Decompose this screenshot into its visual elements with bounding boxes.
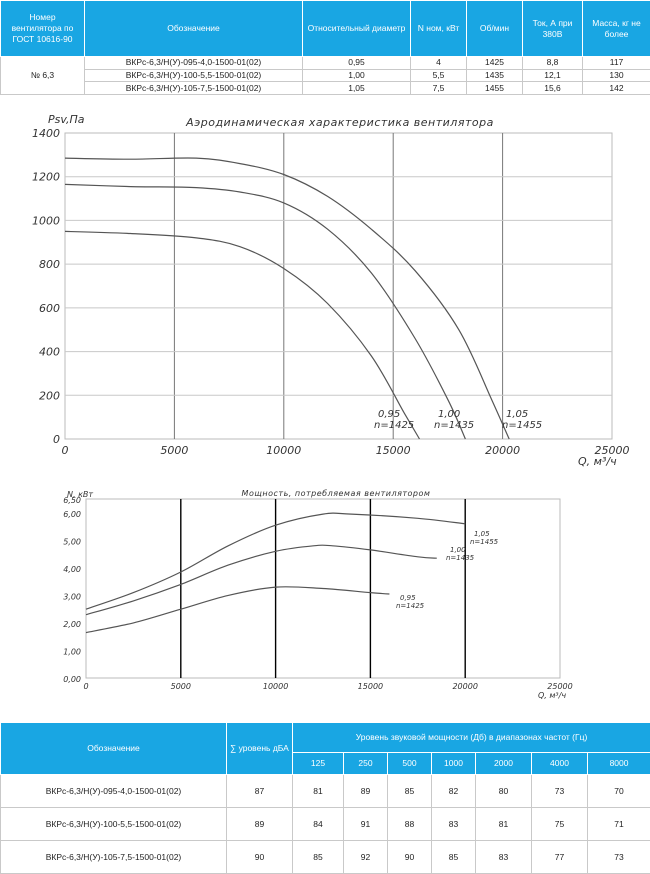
x-axis-label: Q, м³/ч (538, 691, 566, 700)
x-tick-label: 0 (83, 682, 88, 691)
y-tick-label: 1200 (32, 171, 60, 184)
noise-header-freq: 2000 (476, 753, 532, 775)
noise-cell: 71 (588, 808, 650, 841)
noise-cell: 73 (532, 775, 588, 808)
x-tick-label: 0 (62, 444, 69, 457)
noise-cell: 92 (344, 841, 388, 874)
noise-cell: 83 (432, 808, 476, 841)
spec-cell: 7,5 (411, 82, 467, 95)
noise-cell: 91 (344, 808, 388, 841)
noise-header-freq: 125 (293, 753, 344, 775)
noise-table (0, 722, 650, 874)
x-tick-label: 25000 (595, 444, 630, 457)
noise-cell: 70 (588, 775, 650, 808)
x-tick-label: 20000 (485, 444, 520, 457)
x-tick-label: 20000 (452, 682, 477, 691)
y-tick-label: 200 (39, 389, 60, 402)
spec-cell: 1435 (467, 69, 523, 82)
noise-cell: 85 (293, 841, 344, 874)
noise-row-name: ВКРс-6,3/Н(У)-100-5,5-1500-01(02) (1, 808, 227, 841)
power-chart (0, 484, 650, 706)
noise-cell: 83 (476, 841, 532, 874)
x-tick-label: 5000 (171, 682, 191, 691)
noise-cell: 73 (588, 841, 650, 874)
y-tick-label: 1400 (32, 127, 60, 140)
spec-cell: 130 (583, 69, 650, 82)
series-label-rpm: n=1455 (502, 420, 542, 431)
chart-title: Мощность, потребляемая вентилятором (242, 489, 431, 498)
spec-header-fan-number: Номер вентилятора по ГОСТ 10616-90 (1, 1, 85, 57)
y-tick-label: 0,00 (63, 675, 81, 684)
table-row (1, 57, 650, 70)
spec-cell: 1455 (467, 82, 523, 95)
table-row (1, 775, 650, 808)
noise-header-levels: Уровень звуковой мощности (Дб) в диапазонах частот (Гц) (293, 723, 650, 753)
x-tick-label: 15000 (358, 682, 383, 691)
series-label-rpm: n=1425 (396, 602, 425, 610)
y-tick-label: 4,00 (63, 565, 81, 574)
spec-cell: ВКРс-6,3/Н(У)-100-5,5-1500-01(02) (85, 69, 303, 82)
spec-cell: 8,8 (523, 57, 583, 70)
noise-header-sum: ∑ уровень дБА (227, 723, 293, 775)
noise-cell: 82 (432, 775, 476, 808)
series-label-diameter: 1,00 (438, 409, 460, 420)
y-tick-label: 1,00 (63, 647, 81, 656)
plot-frame (65, 133, 612, 439)
spec-cell: 117 (583, 57, 650, 70)
spec-cell: 4 (411, 57, 467, 70)
noise-cell: 80 (476, 775, 532, 808)
spec-cell: 1,05 (303, 82, 411, 95)
chart-title: Аэродинамическая характеристика вентилятора (185, 116, 494, 129)
y-tick-label: 3,00 (63, 592, 81, 601)
series-label-rpm: n=1425 (374, 420, 414, 431)
noise-cell: 85 (388, 775, 432, 808)
spec-cell: 15,6 (523, 82, 583, 95)
series-label-diameter: 1,05 (506, 409, 528, 420)
table-row (1, 808, 650, 841)
y-tick-label: 2,00 (63, 620, 81, 629)
noise-row-name: ВКРс-6,3/Н(У)-105-7,5-1500-01(02) (1, 841, 227, 874)
x-tick-label: 15000 (376, 444, 411, 457)
series-label-diameter: 1,05 (474, 530, 490, 538)
y-tick-label: 5,00 (63, 537, 81, 546)
y-tick-label: 800 (39, 258, 60, 271)
y-tick-label: 6,50 (63, 496, 81, 505)
noise-header-freq: 250 (344, 753, 388, 775)
spec-cell: 1425 (467, 57, 523, 70)
fan-spec-table (0, 0, 650, 95)
table-row (1, 82, 650, 95)
series-label-rpm: n=1455 (470, 538, 499, 546)
series-label-diameter: 1,00 (450, 546, 466, 554)
spec-cell: 0,95 (303, 57, 411, 70)
aerodynamic-chart (0, 108, 650, 473)
series-line (65, 158, 509, 439)
noise-cell: 85 (432, 841, 476, 874)
noise-header-freq: 8000 (588, 753, 650, 775)
noise-header-row (1, 723, 650, 753)
spec-cell: 142 (583, 82, 650, 95)
series-label-diameter: 0,95 (400, 594, 416, 602)
x-tick-label: 5000 (160, 444, 188, 457)
noise-row-sum: 89 (227, 808, 293, 841)
spec-header-current: Ток, А при 380В (523, 1, 583, 57)
spec-header-mass: Масса, кг не более (583, 1, 650, 57)
noise-cell: 75 (532, 808, 588, 841)
series-label-rpm: n=1435 (446, 554, 475, 562)
spec-header-power: N ном, кВт (411, 1, 467, 57)
y-axis-label: N, кВт (67, 490, 93, 499)
series-label-rpm: n=1435 (434, 420, 474, 431)
noise-header-freq: 4000 (532, 753, 588, 775)
y-tick-label: 1000 (32, 214, 60, 227)
series-line (86, 545, 437, 615)
spec-cell: 12,1 (523, 69, 583, 82)
series-line (65, 231, 420, 439)
series-label-diameter: 0,95 (378, 409, 400, 420)
noise-header-freq: 500 (388, 753, 432, 775)
spec-cell: ВКРс-6,3/Н(У)-095-4,0-1500-01(02) (85, 57, 303, 70)
noise-row-sum: 90 (227, 841, 293, 874)
series-line (65, 184, 465, 439)
spec-header-diameter: Относительный диаметр (303, 1, 411, 57)
y-axis-label: Psv,Па (48, 113, 85, 126)
noise-cell: 77 (532, 841, 588, 874)
noise-header-designation: Обозначение (1, 723, 227, 775)
noise-cell: 84 (293, 808, 344, 841)
spec-fan-number: № 6,3 (1, 57, 85, 95)
noise-cell: 90 (388, 841, 432, 874)
x-tick-label: 10000 (266, 444, 301, 457)
noise-cell: 81 (293, 775, 344, 808)
y-tick-label: 6,00 (63, 510, 81, 519)
noise-cell: 81 (476, 808, 532, 841)
noise-row-name: ВКРс-6,3/Н(У)-095-4,0-1500-01(02) (1, 775, 227, 808)
spec-cell: 5,5 (411, 69, 467, 82)
spec-cell: ВКРс-6,3/Н(У)-105-7,5-1500-01(02) (85, 82, 303, 95)
noise-cell: 88 (388, 808, 432, 841)
spec-header-row (1, 1, 650, 57)
noise-header-freq: 1000 (432, 753, 476, 775)
noise-row-sum: 87 (227, 775, 293, 808)
x-tick-label: 25000 (547, 682, 572, 691)
table-row (1, 841, 650, 874)
spec-header-rpm: Об/мин (467, 1, 523, 57)
y-tick-label: 600 (39, 302, 60, 315)
y-tick-label: 400 (39, 346, 60, 359)
x-tick-label: 10000 (263, 682, 288, 691)
x-axis-label: Q, м³/ч (578, 455, 617, 468)
table-row (1, 69, 650, 82)
spec-cell: 1,00 (303, 69, 411, 82)
spec-header-designation: Обозначение (85, 1, 303, 57)
noise-cell: 89 (344, 775, 388, 808)
y-tick-label: 0 (53, 433, 60, 446)
